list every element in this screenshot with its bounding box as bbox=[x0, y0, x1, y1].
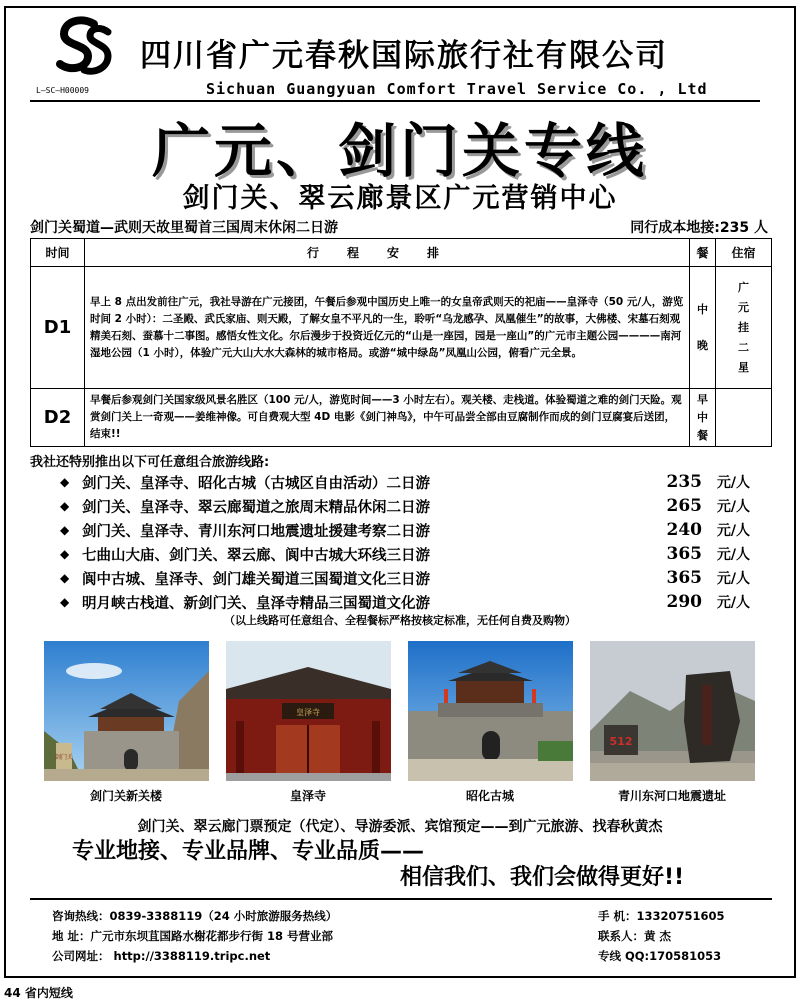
route-name: 阆中古城、皇泽寺、剑门雄关蜀道三国蜀道文化三日游 bbox=[82, 570, 430, 588]
photo-jianmenguan-gate bbox=[44, 641, 209, 781]
meal-item: 晚 bbox=[697, 338, 708, 352]
meal-item: 中 bbox=[697, 410, 708, 424]
header-plan: 行程安排 bbox=[85, 239, 690, 267]
qq-number: 专线 QQ:170581053 bbox=[598, 949, 722, 963]
meal-item: 早 bbox=[697, 392, 708, 406]
photo-caption: 剑门关新关楼 bbox=[89, 789, 162, 803]
route-unit: 元/人 bbox=[716, 595, 750, 611]
photo-caption: 青川东河口地震遗址 bbox=[617, 789, 726, 803]
photo-caption: 皇泽寺 bbox=[289, 789, 326, 803]
website-link[interactable]: 公司网址： http://3388119.tripc.net bbox=[52, 949, 271, 963]
day-description: 早餐后参观剑门关国家级风景名胜区（100 元/人，游览时间——3 小时左右）。观关楼、走栈道。体验蜀道之难的剑门天险。观赏剑门关上一奇观——姜维神像。可自费观大型 4D 电影《剑门神鸟》，中午可品尝全部由豆腐制作而成的剑门豆腐宴后送团，结束!! bbox=[85, 389, 690, 447]
day-label: D2 bbox=[31, 389, 85, 447]
photo-caption: 昭化古城 bbox=[465, 789, 514, 803]
memorial-sign: 512 bbox=[609, 735, 633, 748]
day-stay bbox=[716, 389, 772, 447]
route-price: 265 bbox=[666, 496, 702, 516]
slogan-line-2: 相信我们、我们会做得更好!! bbox=[400, 865, 685, 890]
contact-divider bbox=[30, 898, 772, 900]
mobile: 手 机：13320751605 bbox=[598, 909, 725, 923]
day-description: 早上 8 点出发前往广元，我社导游在广元接团，午餐后参观中国历史上唯一的女皇帝武则天的祀庙——皇泽寺（50 元/人，游览时间 2 小时）：二圣殿、武氏家庙、则天殿，了解女皇不平凡的一生，聆听“乌龙感孕、凤凰催生”的故事，大佛楼、宋墓石刻观精美石刻、蚕慕十二事图。感悟女性文化。尔后漫步于投资近亿元的“山是一座园，园是一座山”的广元市主题公园————南河湿地公园（1 小时），体验广元大山大水大森林的城市格局。或游“城中绿岛”凤凰山公园，俯看广元全景。 bbox=[85, 267, 690, 389]
headline: 广元、剑门关专线 bbox=[151, 117, 648, 185]
header-meal: 餐 bbox=[690, 239, 716, 267]
photo-qingchuan-earthquake-site bbox=[590, 641, 755, 781]
routes-note: （以上线路可任意组合、全程餐标严格按核定标准，无任何自费及购物） bbox=[224, 614, 576, 627]
tour-title: 剑门关蜀道—武则天故里蜀首三国周末休闲二日游 bbox=[30, 220, 338, 236]
itinerary-row-d1 bbox=[31, 267, 772, 389]
route-name: 剑门关、皇泽寺、青川东河口地震遗址援建考察二日游 bbox=[82, 522, 430, 540]
route-name: 剑门关、皇泽寺、昭化古城（古城区自由活动）二日游 bbox=[82, 474, 430, 492]
day-stay bbox=[716, 267, 772, 389]
temple-plaque: 皇泽寺 bbox=[296, 708, 320, 717]
subheadline: 剑门关、翠云廊景区广元营销中心 bbox=[182, 183, 618, 214]
company-name-en: Sichuan Guangyuan Comfort Travel Service Co. , Ltd bbox=[206, 80, 708, 98]
page-footer: 44 省内短线 bbox=[4, 986, 73, 1000]
address: 地 址：广元市东坝苴国路水榭花都步行街 18 号营业部 bbox=[52, 929, 334, 943]
routes-intro: 我社还特别推出以下可任意组合旅游线路: bbox=[30, 455, 270, 470]
header-time: 时间 bbox=[31, 239, 85, 267]
services-line: 剑门关、翠云廊门票预定（代定）、导游委派、宾馆预定——到广元旅游、找春秋黄杰 bbox=[137, 819, 663, 835]
day-meals bbox=[690, 267, 716, 389]
route-unit: 元/人 bbox=[716, 523, 750, 539]
meal-item: 餐 bbox=[697, 428, 708, 442]
route-price: 240 bbox=[666, 520, 702, 540]
route-price: 365 bbox=[666, 568, 702, 588]
route-price: 235 bbox=[666, 472, 702, 492]
cost-label: 同行成本地接:235 人 bbox=[630, 220, 768, 236]
route-unit: 元/人 bbox=[716, 499, 750, 515]
route-unit: 元/人 bbox=[716, 475, 750, 491]
hotline: 咨询热线：0839-3388119（24 小时旅游服务热线） bbox=[52, 909, 338, 923]
itinerary-header-row bbox=[31, 239, 772, 267]
route-item bbox=[60, 470, 750, 494]
photo-huangze-temple bbox=[226, 641, 391, 781]
route-unit: 元/人 bbox=[716, 571, 750, 587]
license-number: L—SC—H00009 bbox=[36, 86, 89, 95]
itinerary-row-d2 bbox=[31, 389, 772, 447]
itinerary-table bbox=[30, 238, 772, 447]
route-name: 七曲山大庙、剑门关、翠云廊、阆中古城大环线三日游 bbox=[82, 546, 430, 564]
diamond-bullet-icon: ◆ bbox=[60, 595, 70, 609]
route-item bbox=[60, 518, 750, 542]
diamond-bullet-icon: ◆ bbox=[60, 547, 70, 561]
diamond-bullet-icon: ◆ bbox=[60, 499, 70, 513]
route-name: 剑门关、皇泽寺、翠云廊蜀道之旅周末精品休闲二日游 bbox=[82, 498, 430, 516]
meal-item: 中 bbox=[697, 302, 708, 316]
day-label: D1 bbox=[31, 267, 85, 389]
route-item bbox=[60, 542, 750, 566]
route-name: 明月峡古栈道、新剑门关、皇泽寺精品三国蜀道文化游 bbox=[82, 594, 430, 612]
route-price: 365 bbox=[666, 544, 702, 564]
route-item bbox=[60, 590, 750, 614]
slogan-line-1: 专业地接、专业品牌、专业品质—— bbox=[72, 839, 425, 864]
contact-person: 联系人：黄 杰 bbox=[598, 929, 672, 943]
route-item bbox=[60, 566, 750, 590]
route-price: 290 bbox=[666, 592, 702, 612]
diamond-bullet-icon: ◆ bbox=[60, 523, 70, 537]
company-logo-icon bbox=[50, 14, 120, 80]
header-stay: 住宿 bbox=[716, 239, 772, 267]
stay-text: 广元挂二星 bbox=[738, 280, 749, 374]
company-name-cn: 四川省广元春秋国际旅行社有限公司 bbox=[140, 38, 668, 74]
header-divider bbox=[30, 100, 760, 102]
photo-zhaohua-ancient-town bbox=[408, 641, 573, 781]
gate-sign: 剑门关 bbox=[54, 754, 74, 761]
route-list bbox=[60, 470, 750, 614]
route-item bbox=[60, 494, 750, 518]
diamond-bullet-icon: ◆ bbox=[60, 475, 70, 489]
diamond-bullet-icon: ◆ bbox=[60, 571, 70, 585]
day-meals bbox=[690, 389, 716, 447]
route-unit: 元/人 bbox=[716, 547, 750, 563]
